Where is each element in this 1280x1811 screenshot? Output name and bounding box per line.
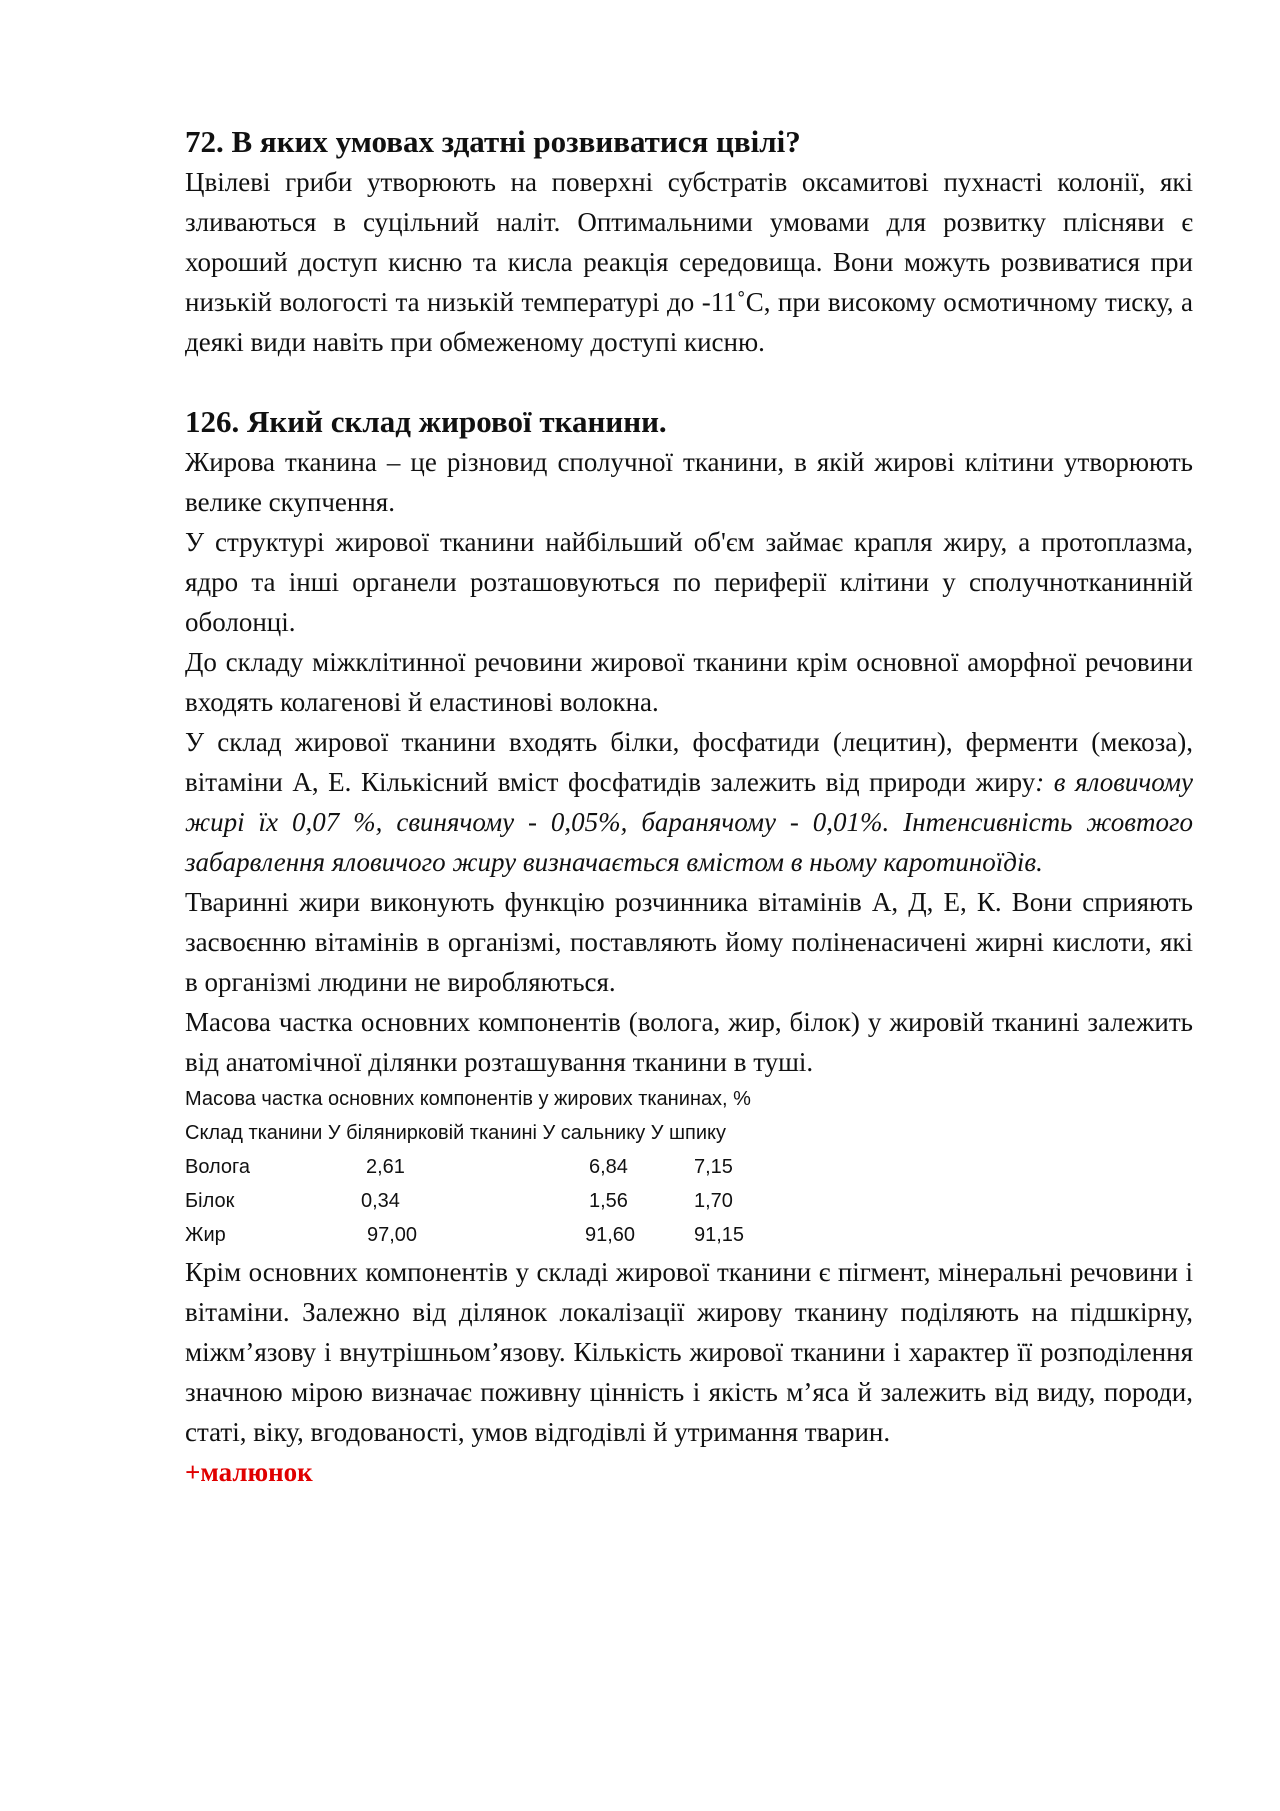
paragraph-7: Крім основних компонентів у складі жирової тканини є пігмент, мінеральні речовини і вітаміни. Залежно від ділянок локалізації жирову тканину поділяють на підшкірну, міжм’язову і внутрішньом’язову. Кількість жирової тканини і характер її розподілення значною мірою визначає поживну цінність і якість м’яса й залежить від виду, породи, статі, віку, вгодованості, умов відгодівлі й утримання тварин. (185, 1257, 1193, 1447)
figure-note: +малюнок (185, 1457, 313, 1487)
table-cell-name: Волога (185, 1156, 251, 1178)
table-cell-v3: 91,15 (694, 1224, 745, 1246)
composition-table (185, 1082, 1193, 1252)
table-cell-v1: 0,34 (361, 1190, 400, 1212)
table-caption: Масова частка основних компонентів у жирових тканинах, % (185, 1088, 751, 1110)
paragraph-2: У структурі жирової тканини найбільший об'єм займає крапля жиру, а протоплазма, ядро та інші органели розташовуються по периферії клітини у сполучнотканинній оболонці. (185, 527, 1193, 637)
question-72-answer: Цвілеві гриби утворюють на поверхні субстратів оксамитові пухнасті колонії, які зливаються в суцільний наліт. Оптимальними умовами для розвитку плісняви є хороший доступ кисню та кисла реакція середовища. Вони можуть розвиватися при низькій вологості та низькій температурі до -11˚С, при високому осмотичному тиску, а деякі види навіть при обмеженому доступі кисню. (185, 167, 1193, 357)
table-cell-v3: 1,70 (694, 1190, 733, 1212)
paragraph-4-plain: У склад жирової тканини входять білки, фосфатиди (лецитин), ферменти (мекоза), вітаміни А, Е. Кількісний вміст фосфатидів залежить від природи жиру (185, 727, 1193, 797)
table-cell-v2: 91,60 (585, 1224, 636, 1246)
table-cell-v3: 7,15 (694, 1156, 733, 1178)
table-cell-v2: 6,84 (589, 1156, 628, 1178)
question-72-title: 72. В яких умовах здатні розвиватися цвілі? (185, 124, 801, 159)
paragraph-6: Масова частка основних компонентів (волога, жир, білок) у жировій тканині залежить від анатомічної ділянки розташування тканини в туші. (185, 1007, 1193, 1077)
table-cell-v1: 2,61 (366, 1156, 405, 1178)
table-cell-name: Жир (185, 1224, 226, 1246)
paragraph-3: До складу міжклітинної речовини жирової тканини крім основної аморфної речовини входять колагенові й еластинові волокна. (185, 647, 1193, 717)
table-cell-v2: 1,56 (589, 1190, 628, 1212)
paragraph-1: Жирова тканина – це різновид сполучної тканини, в якій жирові клітини утворюють велике скупчення. (185, 447, 1193, 517)
table-cell-name: Білок (185, 1190, 235, 1212)
table-header: Склад тканини У білянирковій тканині У сальнику У шпику (185, 1122, 727, 1144)
paragraph-4 (185, 722, 1193, 882)
spacer (185, 362, 1193, 402)
table-row (185, 1150, 1193, 1184)
table-row (185, 1218, 1193, 1252)
question-126-title: 126. Який склад жирової тканини. (185, 404, 667, 439)
table-cell-v1: 97,00 (367, 1224, 418, 1246)
page-content (185, 122, 1193, 1492)
paragraph-4-italic: : в яловичому жирі їх 0,07 %, свинячому - 0,05%, баранячому - 0,01%. Інтенсивність жовтого забарвлення яловичого жиру визначається вмістом в ньому каротиноїдів. (185, 767, 1193, 877)
paragraph-5: Тваринні жири виконують функцію розчинника вітамінів А, Д, Е, К. Вони сприяють засвоєнню вітамінів в організмі, поставляють йому поліненасичені жирні кислоти, які в організмі людини не виробляються. (185, 887, 1193, 997)
table-row (185, 1184, 1193, 1218)
